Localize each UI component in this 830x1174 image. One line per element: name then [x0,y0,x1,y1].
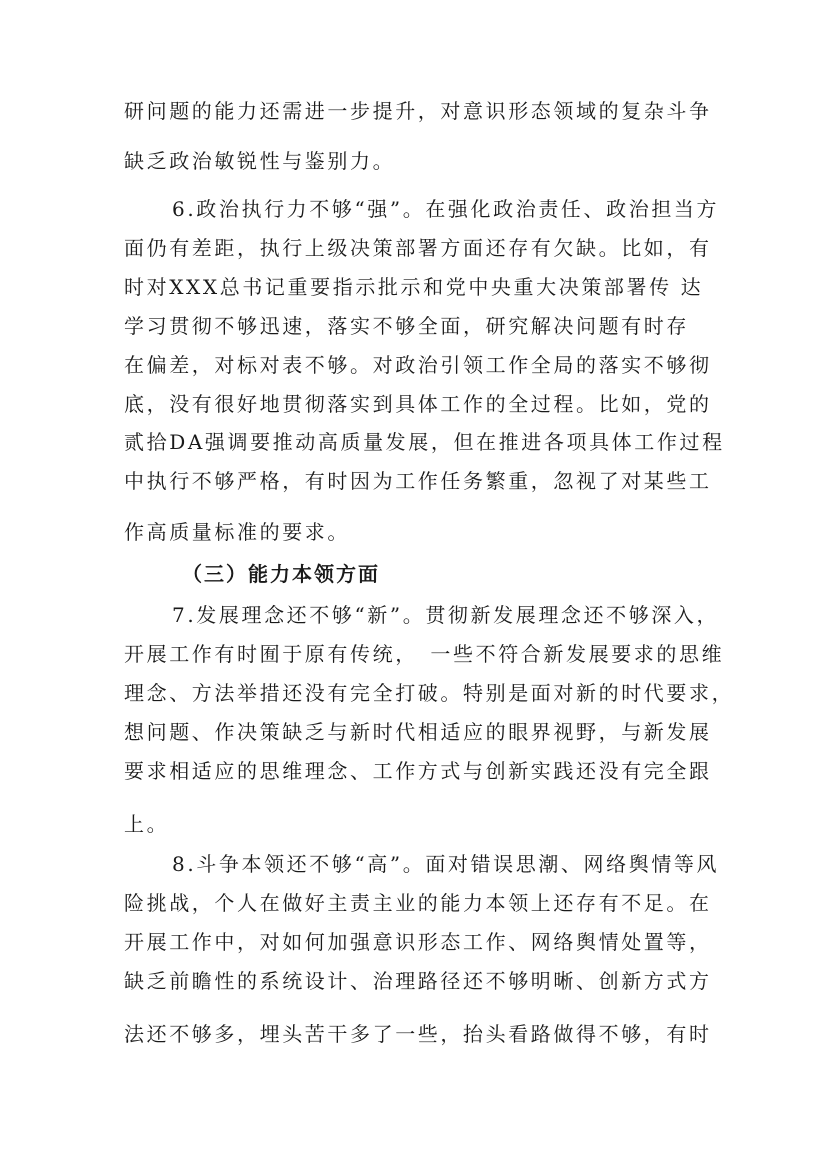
text-line: 缺乏前瞻性的系统设计、治理路径还不够明晰、创新方式方 [124,969,712,993]
text-line: 时对XXX总书记重要指示批示和党中央重大决策部署传 达 [124,275,704,299]
text-line: 贰拾DA强调要推动高质量发展，但在推进各项具体工作过程 [124,430,725,454]
text-line: 学习贯彻不够迅速，落实不够全面，研究解决问题有时存 [124,314,689,338]
text-line: 作高质量标准的要求。 [124,520,350,544]
text-line: 开展工作中，对如何加强意识形态工作、网络舆情处置等， [124,930,712,954]
text-line: 想问题、作决策缺乏与新时代相适应的眼界视野，与新发展 [124,720,712,744]
text-line: 面仍有差距，执行上级决策部署方面还存有欠缺。比如，有 [124,236,712,260]
text-line: 中执行不够严格，有时因为工作任务繁重，忽视了对某些工 [124,469,712,493]
text-line: 开展工作有时囿于原有传统， 一些不符合新发展要求的思维 [124,642,725,666]
section-heading: （三）能力本领方面 [182,562,380,586]
paragraph-6-start: 6.政治执行力不够“强”。在强化政治责任、政治担当方 [172,197,720,221]
text-line: 缺乏政治敏锐性与鉴别力。 [124,149,396,173]
text-line: 研问题的能力还需进一步提升，对意识形态领域的复杂斗争 [124,99,712,123]
text-line: 法还不够多，埋头苦干多了一些，抬头看路做得不够，有时 [124,1022,712,1046]
text-line: 上。 [124,812,170,836]
text-line: 理念、方法举措还没有完全打破。特别是面对新的时代要求， [124,681,735,705]
text-line: 要求相适应的思维理念、工作方式与创新实践还没有完全跟 [124,759,712,783]
paragraph-7-start: 7.发展理念还不够“新”。贯彻新发展理念还不够深入， [172,603,720,627]
text-line: 在偏差，对标对表不够。对政治引领工作全局的落实不够彻 [124,353,712,377]
text-line: 险挑战，个人在做好主责主业的能力本领上还存有不足。在 [124,891,712,915]
paragraph-8-start: 8.斗争本领还不够“高”。面对错误思潮、网络舆情等风 [172,852,720,876]
text-line: 底，没有很好地贯彻落实到具体工作的全过程。比如，党的 [124,392,712,416]
